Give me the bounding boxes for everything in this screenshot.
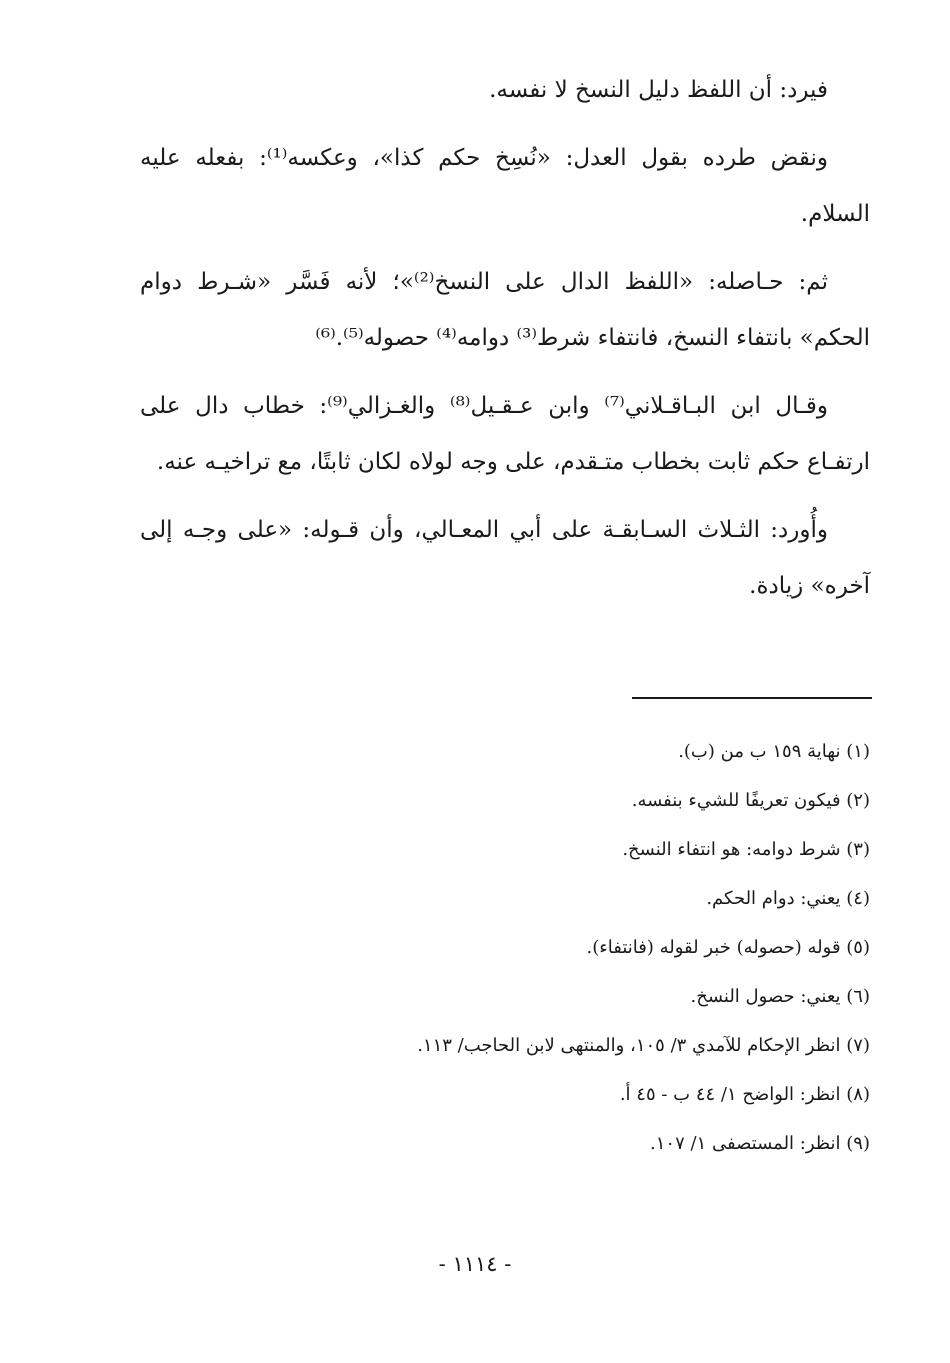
paragraph-2: ونقض طرده بقول العدل: «نُسِخ حكم كذا»، وعكسه⁽¹⁾: بفعله عليه السلام. [140, 145, 870, 227]
main-text-body [140, 62, 870, 626]
paragraph-4: وقـال ابن البـاقـلاني⁽⁷⁾ وابن عـقـيل⁽⁸⁾ والغـزالي⁽⁹⁾: خطاب دال على ارتفـاع حكم ثابت بخطاب متـقدم، على وجه لولاه لكان ثابتًا، مع تراخيـه عنه. [140, 393, 870, 475]
footnote-2: (٢) فيكون تعريفًا للشيء بنفسه. [631, 790, 870, 811]
footnote-1: (١) نهاية ١٥٩ ب من (ب). [678, 741, 870, 762]
footnote-divider [632, 697, 872, 699]
footnote-9: (٩) انظر: المستصفى ١/ ١٠٧. [650, 1133, 870, 1154]
footnote-8: (٨) انظر: الواضح ١/ ٤٤ ب - ٤٥ أ. [619, 1084, 870, 1105]
paragraph-5: وأُورد: الثـلاث السـابقـة على أبي المعـالي، وأن قـوله: «على وجـه إلى آخره» زيادة. [140, 517, 870, 599]
paragraph-3: ثم: حـاصله: «اللفظ الدال على النسخ⁽²⁾»؛ لأنه فَسَّر «شـرط دوام الحكم» بانتفاء النسخ، فانتفاء شرط⁽³⁾ دوامه⁽⁴⁾ حصوله⁽⁵⁾.⁽⁶⁾ [140, 269, 870, 351]
footnotes-section [200, 727, 870, 1168]
page-number: - ١١١٤ - [438, 1252, 512, 1276]
footnote-3: (٣) شرط دوامه: هو انتفاء النسخ. [622, 839, 870, 860]
paragraph-1: فيرد: أن اللفظ دليل النسخ لا نفسه. [489, 77, 828, 103]
footnote-4: (٤) يعني: دوام الحكم. [706, 888, 870, 909]
footnote-6: (٦) يعني: حصول النسخ. [690, 986, 870, 1007]
footnote-7: (٧) انظر الإحكام للآمدي ٣/ ١٠٥، والمنتهى لابن الحاجب/ ١١٣. [417, 1035, 870, 1056]
footnote-5: (٥) قوله (حصوله) خبر لقوله (فانتفاء). [586, 937, 870, 958]
